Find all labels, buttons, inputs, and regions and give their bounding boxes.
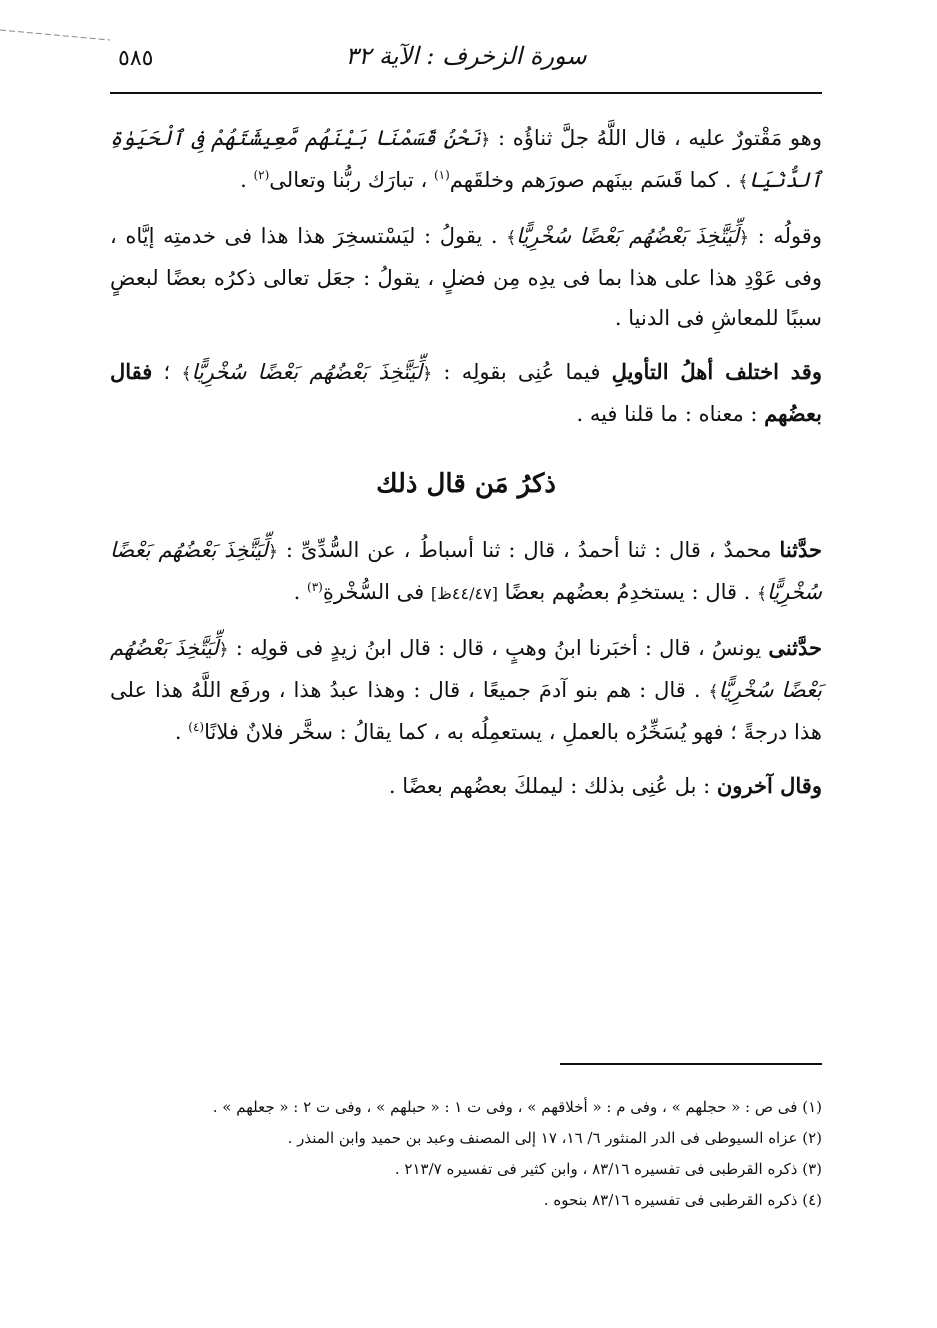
quran-bracket-open: ﴿ [218, 640, 229, 660]
bold-lead: فقال بعضُهم [110, 359, 822, 426]
text-run: فيما عُنِى بقولِه : [432, 360, 612, 384]
text-run: ؛ [152, 360, 182, 384]
quran-verse: لِّيَتَّخِذَ بَعْضُهُم بَعْضًا سُخْرِيًّا [110, 538, 822, 604]
text-run: ، تبارَك ربُّنا وتعالى [269, 168, 434, 192]
footnotes [110, 1092, 822, 1216]
footnote-3: (٣) ذكره القرطبى فى تفسيره ٨٣/١٦ ، وابن كثير فى تفسيره ٢١٣/٧ . [394, 1160, 822, 1178]
text-run: : معناه : ما قلنا فيه . [576, 402, 765, 426]
bold-lead: وقد اختلف أهلُ التأويلِ [611, 359, 822, 384]
quran-verse: لِّيَتَّخِذَ بَعْضُهُم بَعْضًا سُخْرِيًّا [110, 636, 823, 702]
page-header [110, 38, 822, 86]
bold-lead: وقال آخرون [716, 773, 822, 798]
quran-bracket-open: ﴿ [267, 542, 278, 562]
main-text [110, 118, 822, 820]
text-run: . يقولُ : ليَسْتسخِرَ هذا هذا فى خدمتِه إيَّاه ، وفى عَوْدِ هذا على هذا بما فى يدِه مِن فضلٍ ، يقولُ : جعَل تعالى ذكرُه بعضًا لبعضٍ سببًا للمعاشِ فى الدنيا . [110, 224, 822, 330]
footnote-rule [560, 1063, 822, 1065]
text-run: محمدٌ ، قال : ثنا أحمدُ ، قال : ثنا أسباطُ ، عن السُّدِّىِّ : [277, 538, 780, 562]
text-run: يونسُ ، قال : أخبَرنا ابنُ وهبٍ ، قال : قال ابنُ زيدٍ فى قولِه : [228, 636, 769, 660]
quran-bracket-close: ﴾ [181, 364, 192, 384]
paragraph-1 [110, 118, 822, 202]
paragraph-3 [110, 352, 822, 434]
quran-bracket-close: ﴾ [708, 682, 719, 702]
text-run: . قال : هم بنو آدمَ جميعًا ، قال : وهذا عبدُ هذا ، ورفَع اللَّهُ هذا على هذا درجةً ؛ فهو يُسَخِّرُه بالعملِ ، يستعمِلُه به ، كما يقالُ : سخَّر فلانٌ فلانًا [110, 678, 822, 744]
running-title: سورة الزخرف : الآية ٣٢ [345, 42, 587, 70]
manuscript-marker: [٤٤/٤٧ظ] [430, 584, 498, 603]
quran-bracket-close: ﴾ [757, 584, 768, 604]
quran-bracket-open: ﴿ [739, 228, 750, 248]
quran-bracket-open: ﴿ [480, 130, 491, 150]
text-run: : بل عُنِى بذلك : ليملكَ بعضُهم بعضًا . [388, 774, 717, 798]
text-run: وقولُه : [749, 224, 822, 248]
footnote-4: (٤) ذكره القرطبى فى تفسيره ٨٣/١٦ بنحوه . [543, 1191, 822, 1209]
text-run: وهو مَقْتورٌ عليه ، قال اللَّهُ جلَّ ثناؤُه : [490, 126, 822, 150]
quran-verse: نَحْنُ قَسَمْنَا بَيْنَهُم مَّعِيشَتَهُمْ فِى ٱلْحَيَوٰةِ ٱلدُّنْيَا [110, 126, 822, 192]
footnote-1: (١) فى ص : « حجلهم » ، وفى م : « أخلاقهم » ، وفى ت ١ : « حبلهم » ، وفى ت ٢ : « جعلهم » . [212, 1098, 822, 1116]
footnote-ref-2: (٢) [253, 168, 270, 182]
paragraph-6 [110, 766, 822, 806]
page-number: ٥٨٥ [118, 46, 154, 71]
text-run: فى السُّخْرةِ [322, 580, 431, 604]
quran-verse: لِّيَتَّخِذَ بَعْضُهُم بَعْضًا سُخْرِيًّا [516, 224, 740, 248]
text-run: . قال : يستخدِمُ بعضُهم بعضًا [497, 580, 758, 604]
footnote-ref-3: (٣) [307, 580, 323, 594]
header-rule [110, 92, 822, 94]
text-run: . كما قَسَم بينَهم صورَهم وخلقَهم [449, 168, 739, 192]
footnote-2: (٢) عزاه السيوطى فى الدر المنثور ٦/ ١٦، ١٧ إلى المصنف وعبد بن حميد وابن المنذر . [287, 1129, 822, 1147]
quran-bracket-close: ﴾ [738, 172, 749, 192]
text-run: . [293, 580, 308, 604]
paragraph-2 [110, 216, 822, 338]
footnote-ref-4: (٤) [188, 720, 205, 734]
text-run: . [240, 168, 254, 192]
quran-bracket-close: ﴾ [506, 228, 517, 248]
bold-lead: حدَّثنا [779, 537, 823, 562]
paragraph-5 [110, 628, 822, 752]
footnote-ref-1: (١) [433, 168, 450, 182]
section-heading: ذكرُ مَن قال ذلك [376, 469, 556, 499]
bold-lead: حدَّثنى [768, 635, 823, 660]
paragraph-4 [110, 530, 822, 614]
quran-verse: لِّيَتَّخِذَ بَعْضُهُم بَعْضًا سُخْرِيًّا [191, 360, 423, 384]
quran-bracket-open: ﴿ [422, 364, 433, 384]
text-run: . [174, 720, 189, 744]
scan-edge-line [0, 28, 110, 42]
